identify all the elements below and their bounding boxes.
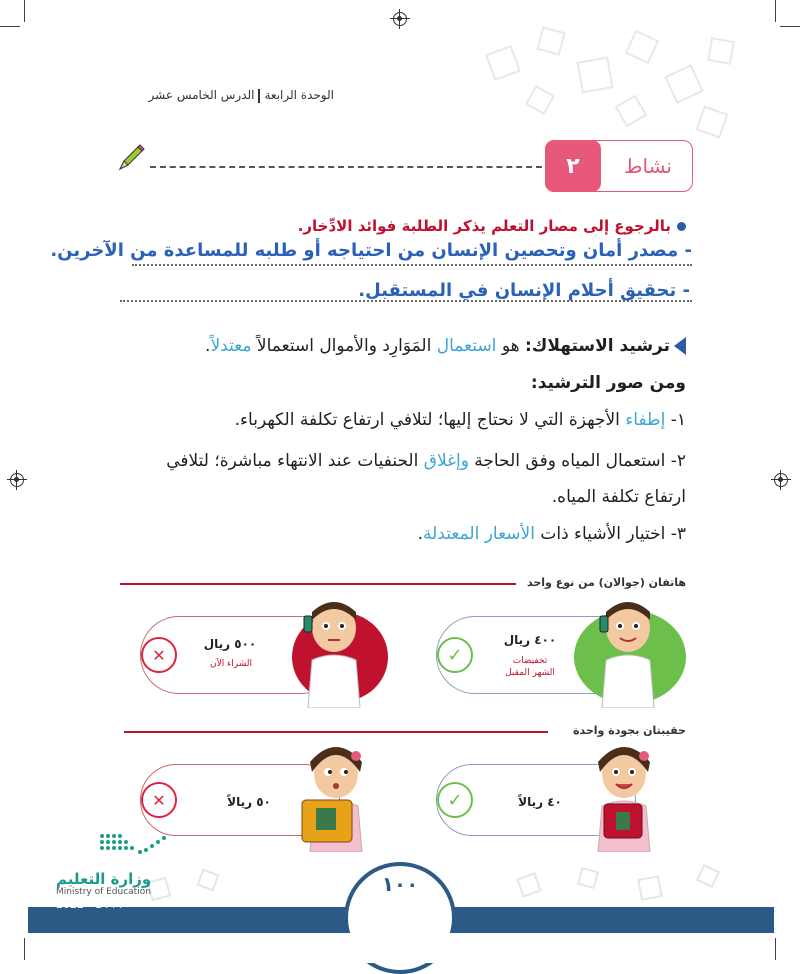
note-line: الشهر المقبل bbox=[505, 668, 555, 678]
list-item-continued: ارتفاع تكلفة المياه. bbox=[551, 487, 686, 507]
decorative-squares bbox=[140, 862, 780, 907]
crop-mark bbox=[24, 0, 25, 22]
definition-text: هو bbox=[496, 336, 525, 356]
crop-mark bbox=[775, 938, 776, 960]
bags-title: حقيبتان بجودة واحدة bbox=[573, 724, 686, 737]
item-text: الأجهزة التي لا نحتاج إليها؛ لتلافي ارتفاع تكلفة الكهرباء. bbox=[234, 410, 626, 430]
definition-highlight: معتدلاً bbox=[210, 336, 252, 356]
activity-label: نشاط bbox=[624, 154, 672, 178]
question-text: بالرجوع إلى مصار التعلم يذكر الطلبة فوائد الادِّخار. bbox=[297, 217, 671, 235]
registration-mark-icon bbox=[393, 12, 407, 26]
check-icon: ✓ bbox=[437, 637, 473, 673]
phone-good-note bbox=[492, 655, 568, 679]
item-text: الحنفيات عند الانتهاء مباشرة؛ لتلافي bbox=[166, 451, 424, 471]
bag-bad-price: ٥٠ ريالاً bbox=[227, 795, 271, 809]
registration-mark-icon bbox=[10, 473, 24, 487]
check-icon: ✓ bbox=[437, 782, 473, 818]
phones-title: هاتفان (جوالان) من نوع واحد bbox=[526, 576, 686, 589]
unit-label: الوحدة الرابعة bbox=[264, 88, 334, 102]
section-rule bbox=[124, 731, 548, 733]
item-text: ٢- استعمال المياه وفق الحاجة bbox=[468, 451, 686, 471]
forms-title: ومن صور الترشيد: bbox=[530, 373, 686, 393]
item-text: ٣- اختيار الأشياء ذات bbox=[534, 524, 686, 544]
list-item bbox=[235, 410, 686, 430]
item-number: ١- bbox=[665, 410, 686, 430]
phone-bad-note: الشراء الآن bbox=[209, 659, 253, 669]
definition-highlight: استعمال bbox=[436, 336, 497, 356]
boy-phone-thinking-icon bbox=[294, 598, 374, 708]
boy-phone-happy-icon bbox=[588, 598, 668, 708]
note-line: تخفيضات bbox=[512, 656, 548, 666]
lesson-label: الدرس الخامس عشر bbox=[148, 88, 255, 102]
arrow-icon bbox=[674, 337, 686, 355]
girl-bag-thinking-icon bbox=[292, 742, 378, 852]
list-item bbox=[418, 524, 686, 544]
pencil-icon bbox=[116, 143, 146, 173]
crop-mark bbox=[0, 26, 20, 27]
edition-year: 2022 - 1444 bbox=[56, 898, 123, 911]
definition-line bbox=[205, 336, 686, 356]
x-icon: ✕ bbox=[141, 637, 177, 673]
page-number: ١٠٠ bbox=[381, 872, 419, 896]
x-icon: ✕ bbox=[141, 782, 177, 818]
item-text: . bbox=[417, 524, 424, 544]
bag-good-price: ٤٠ ريالاً bbox=[518, 795, 562, 809]
girl-bag-happy-icon bbox=[580, 742, 666, 852]
footer-overlay bbox=[28, 907, 774, 933]
definition-text: . bbox=[205, 336, 211, 356]
definition-text: المَوَارِد والأموال استعمالاً bbox=[251, 336, 437, 356]
crop-mark bbox=[775, 0, 776, 22]
phone-bad-price: ٥٠٠ ريال bbox=[203, 637, 257, 651]
section-rule bbox=[120, 583, 516, 585]
answer-2: - تحقيق أحلام الإنسان في المستقبل. bbox=[358, 280, 690, 301]
item-highlight: الأسعار المعتدلة bbox=[423, 524, 535, 544]
answer-1: - مصدر أمان وتحصين الإنسان من احتياجه أو طلبه للمساعدة من الآخرين. bbox=[50, 240, 692, 261]
crop-mark bbox=[24, 938, 25, 960]
list-item bbox=[166, 451, 686, 471]
question-line bbox=[298, 217, 686, 235]
phone-good-price: ٤٠٠ ريال bbox=[503, 633, 557, 647]
crop-mark bbox=[780, 26, 800, 27]
ministry-name-arabic: وزارة التعليم bbox=[56, 870, 152, 888]
lesson-header bbox=[149, 88, 334, 103]
answer-dotline-1 bbox=[132, 264, 692, 266]
ministry-logo-icon bbox=[96, 828, 176, 864]
bullet-icon bbox=[677, 222, 686, 231]
item-highlight: إطفاء bbox=[625, 410, 666, 430]
activity-number: ٢ bbox=[545, 140, 601, 192]
footer-mask bbox=[28, 933, 774, 963]
definition-term: ترشيد الاستهلاك: bbox=[524, 336, 670, 356]
header-separator bbox=[258, 89, 260, 103]
ministry-name-english: Ministry of Education bbox=[56, 887, 151, 897]
item-highlight: وإغلاق bbox=[423, 451, 469, 471]
registration-mark-icon bbox=[774, 473, 788, 487]
decorative-squares bbox=[470, 20, 770, 150]
dashed-line bbox=[150, 166, 542, 168]
